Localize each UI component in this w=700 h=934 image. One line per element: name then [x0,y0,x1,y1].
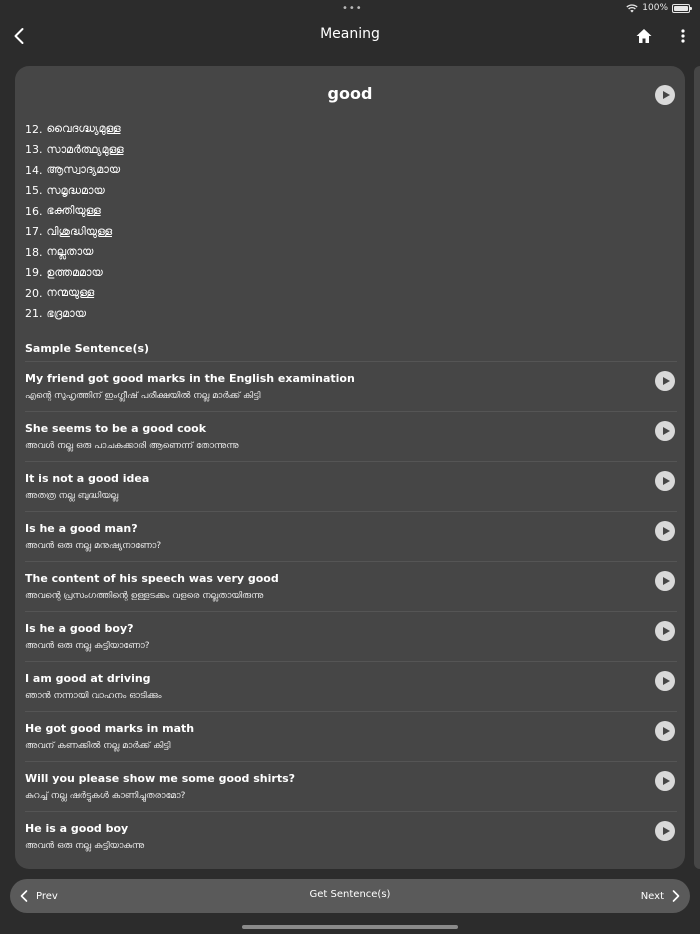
page-title: Meaning [320,26,380,42]
meaning-number: 19. [25,266,43,280]
meaning-text: നല്ലതായ [46,245,94,259]
meaning-text: സമൃദ്ധമായ [46,183,105,197]
meaning-item [25,242,124,263]
meaning-item [25,160,124,181]
next-card-peek[interactable] [694,66,700,869]
sentence-play-icon[interactable] [655,821,675,841]
meaning-number: 13. [25,143,43,157]
sentence-english: It is not a good idea [25,472,150,485]
sentence-english: The content of his speech was very good [25,572,279,585]
sentence-english: He is a good boy [25,822,129,835]
sentence-malayalam: അവന്റെ പ്രസംഗത്തിന്റെ ഉള്ളടക്കം വളരെ നല്ലതായിരുന്നു [25,591,264,601]
sentence-play-icon[interactable] [655,471,675,491]
sentence-play-icon[interactable] [655,571,675,591]
meaning-text: വൈദഗ്ദ്ധ്യമുള്ള [46,122,121,136]
meaning-item [25,201,124,222]
sentence-english: Is he a good man? [25,522,138,535]
sentence-malayalam: അവന് കണക്കിൽ നല്ല മാർക്ക് കിട്ടി [25,741,171,751]
meaning-number: 18. [25,245,43,259]
sentence-english: Is he a good boy? [25,622,134,635]
sentence-row [25,361,677,411]
bottom-toolbar [10,879,690,913]
meaning-text: ഭക്തിയുള്ള [46,204,101,218]
meaning-number: 14. [25,163,43,177]
sentence-play-icon[interactable] [655,671,675,691]
meaning-item [25,140,124,161]
next-label: Next [640,890,664,902]
meaning-number: 21. [25,307,43,321]
meaning-card [15,66,685,869]
navigation-bar [0,20,700,52]
sentence-play-icon[interactable] [655,371,675,391]
meaning-text: സാമർത്ഥ്യമുള്ള [46,142,124,156]
meaning-text: ഭദ്രമായ [46,306,86,320]
sentence-row [25,461,677,511]
back-chevron-icon[interactable] [10,26,30,46]
sentence-play-icon[interactable] [655,721,675,741]
meaning-text: ആസ്വാദ്യമായ [46,163,121,177]
word-play-icon[interactable] [655,85,675,105]
meaning-item [25,119,124,140]
word-title: good [327,84,373,103]
meaning-text: നന്മയുള്ള [46,286,95,300]
sentence-row [25,611,677,661]
sentence-row [25,811,677,861]
status-bar [0,0,700,18]
more-options-icon[interactable] [674,26,692,46]
get-sentences-label: Get Sentence(s) [309,889,391,900]
meaning-number: 17. [25,225,43,239]
sentence-english: He got good marks in math [25,722,195,735]
multitasking-dots-icon[interactable]: ••• [342,3,363,14]
sentence-row [25,711,677,761]
meaning-item [25,263,124,284]
home-icon[interactable] [634,26,654,46]
sentence-play-icon[interactable] [655,521,675,541]
meaning-list [25,119,124,324]
next-button[interactable] [641,887,682,905]
meaning-text: ഉത്തമമായ [46,265,103,279]
sentence-malayalam: അവൻ ഒരു നല്ല കുട്ടിയാണോ? [25,641,150,651]
meaning-item [25,222,124,243]
sentence-list [25,361,677,861]
sentence-play-icon[interactable] [655,771,675,791]
meaning-item [25,181,124,202]
chevron-right-icon [670,889,682,903]
meaning-text: വിശുദ്ധിയുള്ള [46,224,113,238]
sample-sentences-heading: Sample Sentence(s) [25,342,150,355]
sentence-row [25,661,677,711]
sentence-malayalam: ഞാൻ നന്നായി വാഹനം ഓടിക്കും [25,691,162,701]
sentence-malayalam: അവൻ ഒരു നല്ല കുട്ടിയാകുന്നു [25,841,145,851]
sentence-row [25,561,677,611]
battery-percentage: 100% [642,3,668,13]
sentence-malayalam: എന്റെ സുഹൃത്തിന് ഇംഗ്ലീഷ് പരീക്ഷയിൽ നല്ല മാർക്ക് കിട്ടി [25,391,261,401]
wifi-icon [626,4,638,13]
sentence-malayalam: അതത്ര നല്ല ബുദ്ധിയല്ല [25,491,119,501]
sentence-play-icon[interactable] [655,621,675,641]
prev-label: Prev [36,890,58,902]
meaning-number: 16. [25,204,43,218]
sentence-english: I am good at driving [25,672,151,685]
sentence-row [25,411,677,461]
meaning-number: 15. [25,184,43,198]
sentence-english: My friend got good marks in the English examination [25,372,355,385]
meaning-item [25,304,124,325]
home-indicator[interactable] [242,925,458,929]
sentence-malayalam: അവൻ ഒരു നല്ല മനുഷ്യനാണോ? [25,541,162,551]
sentence-english: She seems to be a good cook [25,422,207,435]
sentence-row [25,761,677,811]
sentence-play-icon[interactable] [655,421,675,441]
meaning-item [25,283,124,304]
sentence-malayalam: അവൾ നല്ല ഒരു പാചകക്കാരി ആണെന്ന് തോന്നുന്നു [25,441,239,451]
sentence-malayalam: കുറച്ച് നല്ല ഷർട്ടുകൾ കാണിച്ചുതരാമോ? [25,791,186,801]
meaning-number: 12. [25,122,43,136]
sentence-english: Will you please show me some good shirts? [25,772,296,785]
sentence-row [25,511,677,561]
status-indicators [626,3,690,13]
battery-icon [672,4,690,13]
get-sentences-button[interactable] [10,889,690,900]
meaning-number: 20. [25,286,43,300]
